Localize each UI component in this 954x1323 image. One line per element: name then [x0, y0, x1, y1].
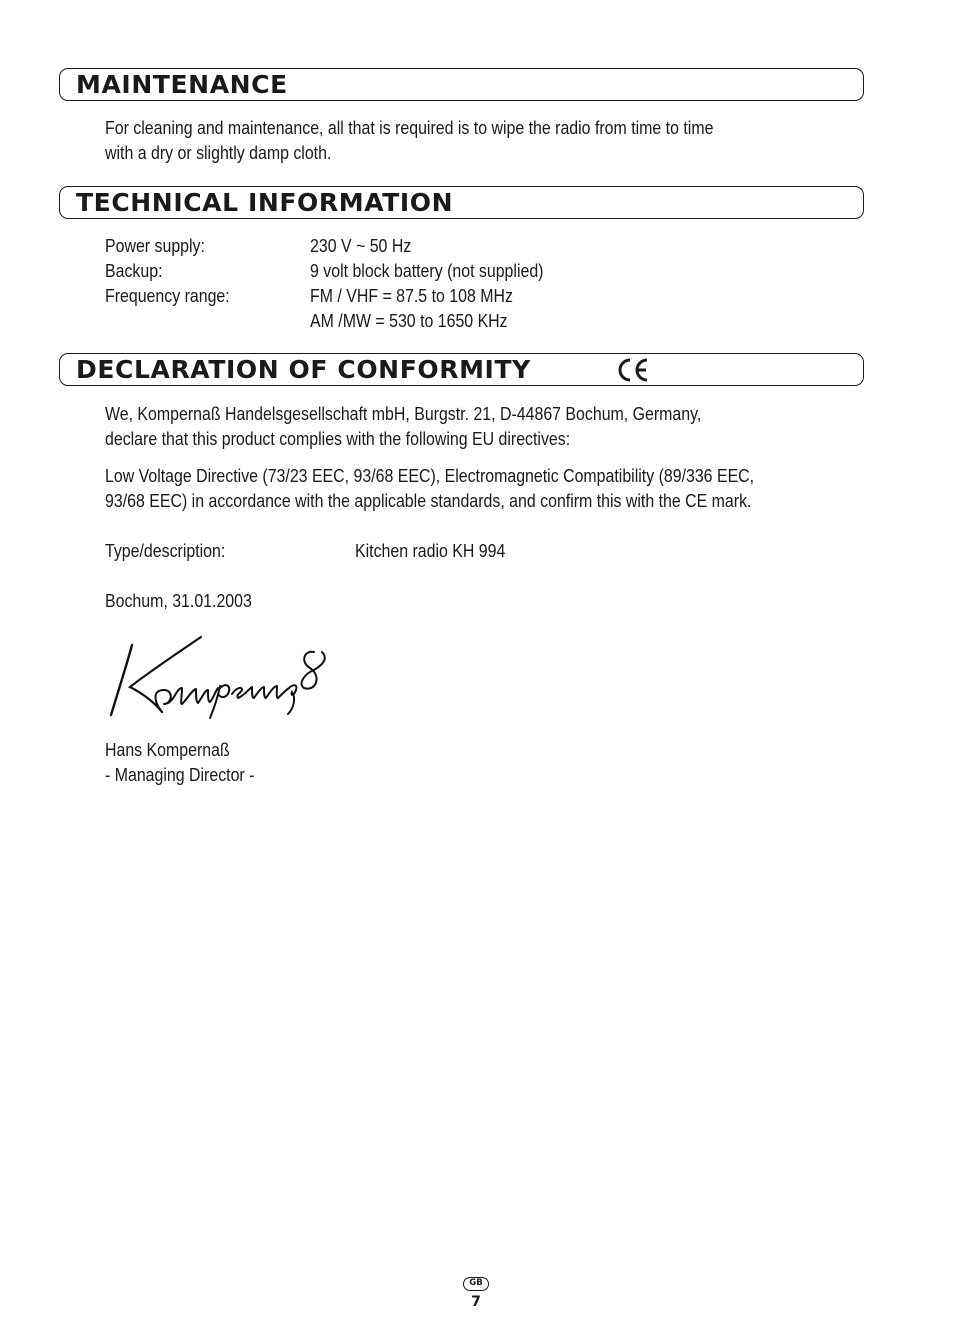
technical-heading: TECHNICAL INFORMATION	[76, 188, 454, 217]
spec-label-power: Power supply:	[105, 235, 205, 256]
maintenance-line-2: with a dry or slightly damp cloth.	[105, 142, 332, 163]
type-label: Type/description:	[105, 540, 226, 561]
declaration-p2-line-1: Low Voltage Directive (73/23 EEC, 93/68 EEC), Electromagnetic Compatibility (89/336 EEC,	[105, 465, 755, 486]
maintenance-header	[59, 68, 864, 101]
maintenance-line-1: For cleaning and maintenance, all that is required is to wipe the radio from time to time	[105, 117, 714, 138]
ce-mark-icon	[614, 357, 650, 383]
signer-name: Hans Kompernaß	[105, 739, 230, 760]
declaration-heading: DECLARATION OF CONFORMITY	[76, 355, 531, 384]
declaration-p1-line-1: We, Kompernaß Handelsgesellschaft mbH, Burgstr. 21, D-44867 Bochum, Germany,	[105, 403, 702, 424]
spec-value-backup: 9 volt block battery (not supplied)	[310, 260, 544, 281]
declaration-p1-line-2: declare that this product complies with the following EU directives:	[105, 428, 571, 449]
handwritten-signature	[104, 632, 334, 724]
type-value: Kitchen radio KH 994	[355, 540, 506, 561]
signer-title: - Managing Director -	[105, 764, 255, 785]
page-number: 7	[471, 1294, 481, 1310]
maintenance-heading: MAINTENANCE	[76, 70, 288, 99]
spec-value-power: 230 V ~ 50 Hz	[310, 235, 412, 256]
spec-value-am: AM /MW = 530 to 1650 KHz	[310, 310, 508, 331]
technical-header	[59, 186, 864, 219]
spec-value-fm: FM / VHF = 87.5 to 108 MHz	[310, 285, 513, 306]
place-date: Bochum, 31.01.2003	[105, 590, 252, 611]
spec-label-backup: Backup:	[105, 260, 163, 281]
spec-label-frequency: Frequency range:	[105, 285, 230, 306]
country-badge: GB	[463, 1277, 489, 1291]
declaration-p2-line-2: 93/68 EEC) in accordance with the applicable standards, and confirm this with the CE mark.	[105, 490, 752, 511]
declaration-header	[59, 353, 864, 386]
